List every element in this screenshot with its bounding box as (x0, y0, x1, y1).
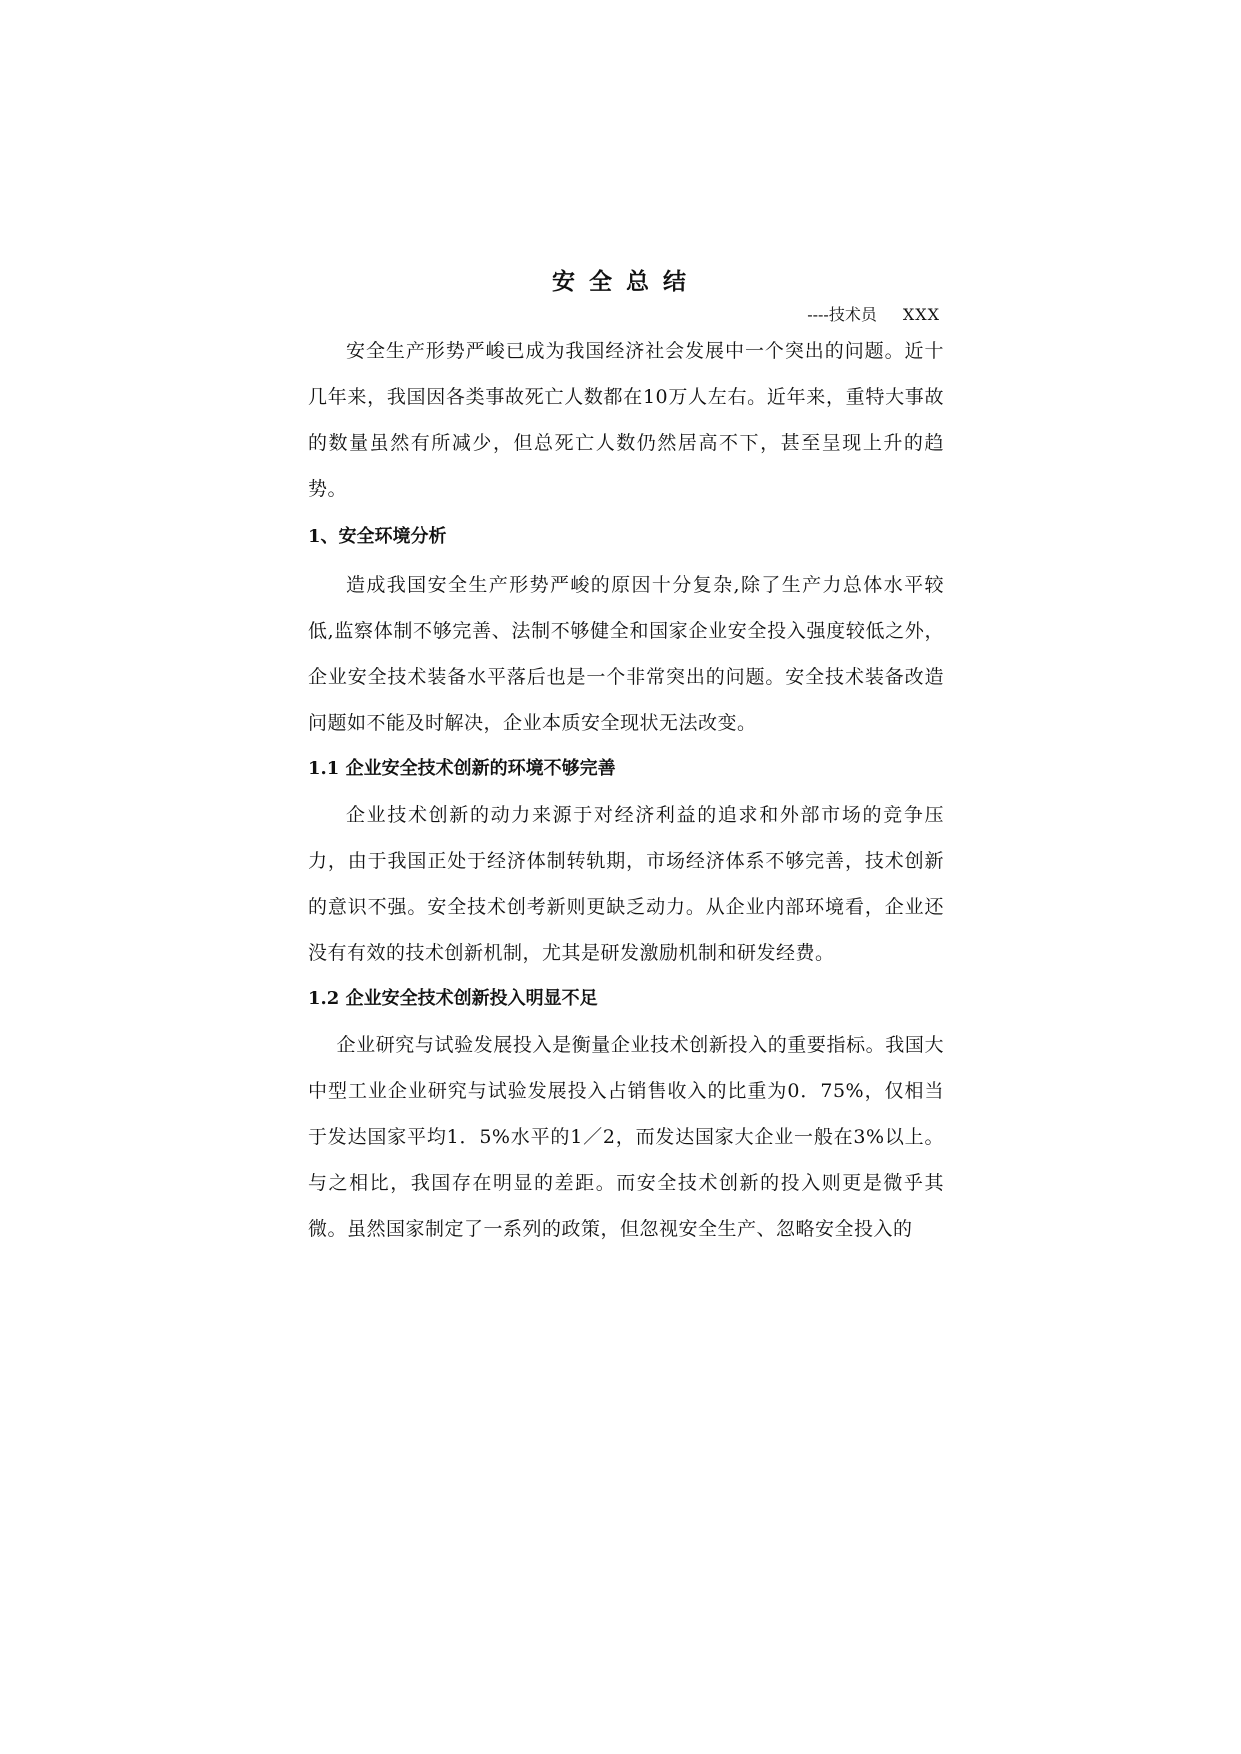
document-body (308, 256, 944, 1252)
section-1-paragraph: 造成我国安全生产形势严峻的原因十分复杂,除了生产力总体水平较低,监察体制不够完善、法制不够健全和国家企业安全投入强度较低之外，企业安全技术装备水平落后也是一个非常突出的问题。安全技术装备改造问题如不能及时解决，企业本质安全现状无法改变。 (308, 574, 944, 734)
document-title: 安全总结 (552, 268, 700, 295)
author-name: XXX (902, 305, 940, 324)
section-1-2-paragraph: 企业研究与试验发展投入是衡量企业技术创新投入的重要指标。我国大中型工业企业研究与试验发展投入占销售收入的比重为0．75%，仅相当于发达国家平均1．5%水平的1／2，而发达国家大企业一般在3%以上。与之相比，我国存在明显的差距。而安全技术创新的投入则更是微乎其微。虽然国家制定了一系列的政策，但忽视安全生产、忽略安全投入的 (308, 1034, 944, 1240)
intro-paragraph: 安全生产形势严峻已成为我国经济社会发展中一个突出的问题。近十几年来，我国因各类事故死亡人数都在10万人左右。近年来，重特大事故的数量虽然有所减少，但总死亡人数仍然居高不下，甚至呈现上升的趋势。 (308, 340, 944, 500)
section-heading-1: 1、安全环境分析 (308, 526, 447, 547)
section-heading-1-2: 1.2 企业安全技术创新投入明显不足 (308, 988, 598, 1009)
author-prefix: ----技术员 (807, 305, 877, 324)
section-1-1-paragraph: 企业技术创新的动力来源于对经济利益的追求和外部市场的竞争压力，由于我国正处于经济体制转轨期，市场经济体系不够完善，技术创新的意识不强。安全技术创考新则更缺乏动力。从企业内部环境看，企业还没有有效的技术创新机制，尤其是研发激励机制和研发经费。 (308, 804, 944, 964)
section-heading-1-1: 1.1 企业安全技术创新的环境不够完善 (308, 758, 616, 779)
